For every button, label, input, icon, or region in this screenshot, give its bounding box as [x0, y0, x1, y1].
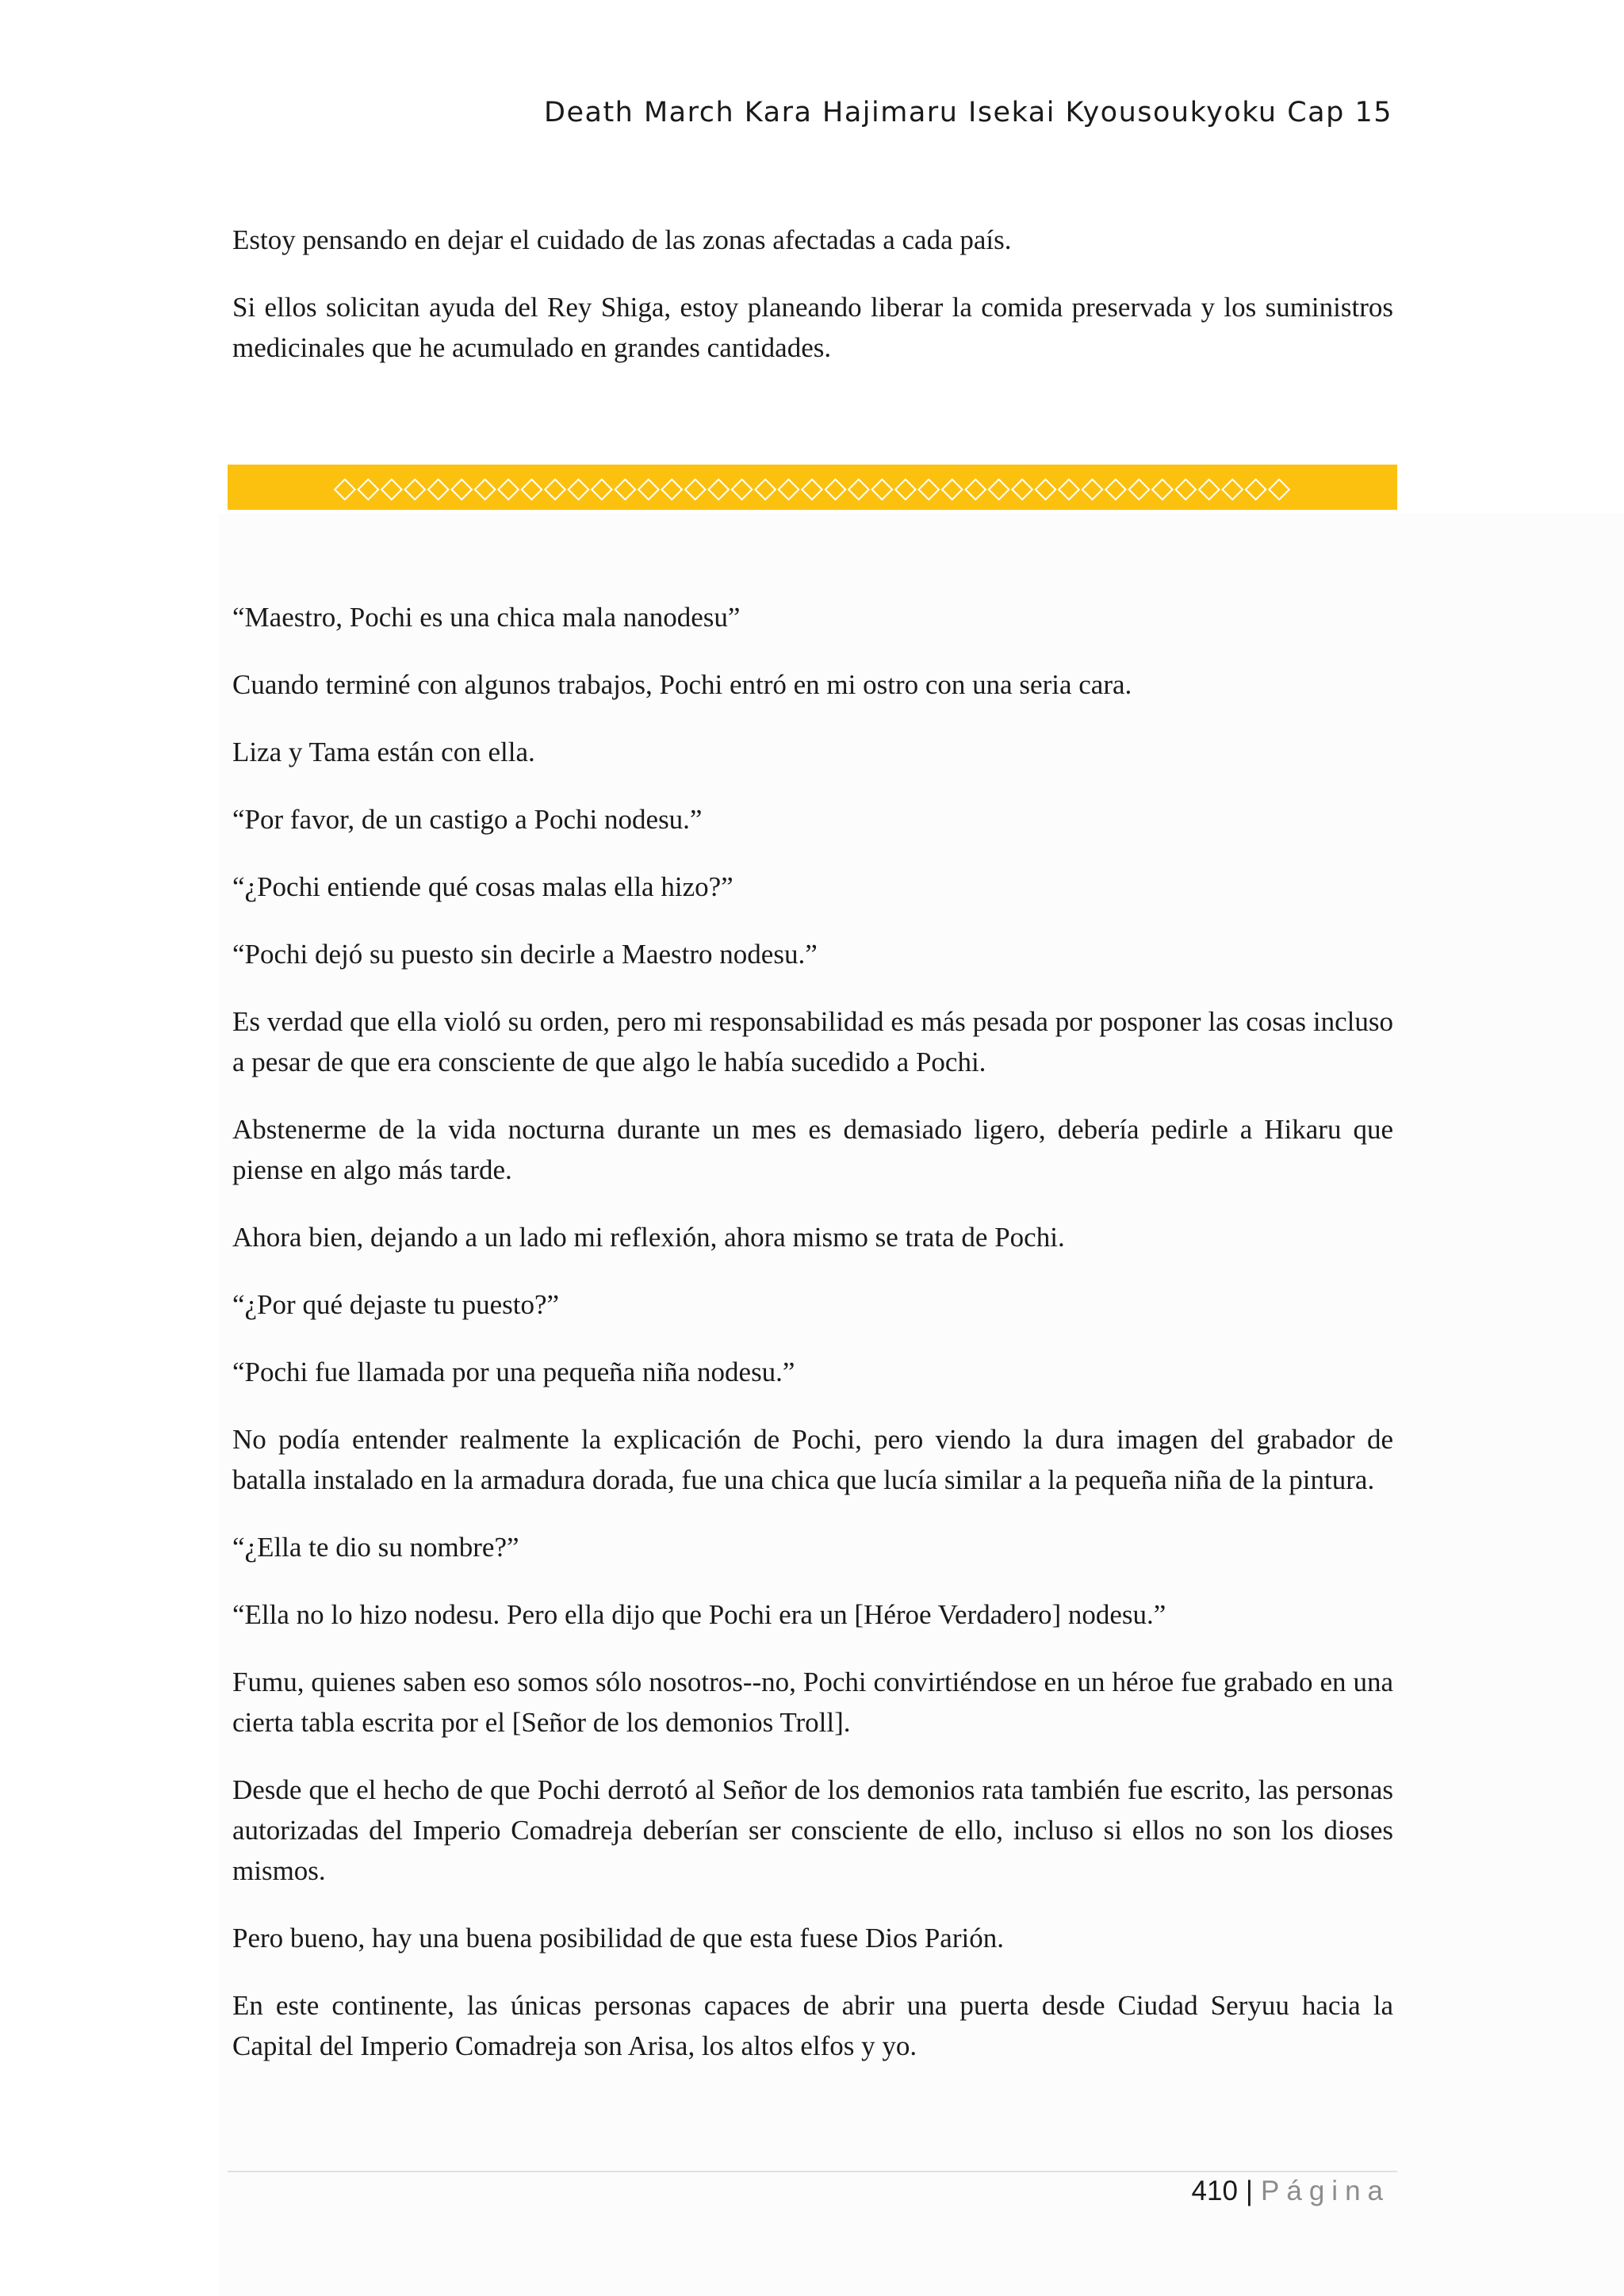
paragraph: “¿Por qué dejaste tu puesto?” [232, 1289, 560, 1320]
paragraph: “Por favor, de un castigo a Pochi nodesu.” [232, 804, 703, 835]
page-footer [1192, 2175, 1390, 2207]
running-header: Death March Kara Hajimaru Isekai Kyousoukyoku Cap 15 [544, 97, 1392, 128]
page-number: 410 [1191, 2175, 1238, 2206]
paragraph: Es verdad que ella violó su orden, pero mi responsabilidad es más pesada por posponer las cosas incluso a pesar de que era consciente de que algo le había sucedido a Pochi. [232, 1006, 1393, 1077]
paragraph: Ahora bien, dejando a un lado mi reflexión, ahora mismo se trata de Pochi. [232, 1222, 1065, 1253]
paragraph: “Ella no lo hizo nodesu. Pero ella dijo que Pochi era un [Héroe Verdadero] nodesu.” [232, 1599, 1166, 1630]
paragraph: Cuando terminé con algunos trabajos, Pochi entró en mi ostro con una seria cara. [232, 669, 1132, 700]
top-text-block [232, 220, 1393, 395]
main-text-block [232, 597, 1393, 2093]
paragraph: Si ellos solicitan ayuda del Rey Shiga, estoy planeando liberar la comida preservada y los suministros medicinales que he acumulado en grandes cantidades. [232, 292, 1393, 363]
page-label: Página [1261, 2175, 1390, 2206]
paragraph: Estoy pensando en dejar el cuidado de las zonas afectadas a cada país. [232, 224, 1012, 255]
paragraph: En este continente, las únicas personas capaces de abrir una puerta desde Ciudad Seryuu hacia la Capital del Imperio Comadreja son Arisa, los altos elfos y yo. [232, 1990, 1393, 2061]
paragraph: Liza y Tama están con ella. [232, 737, 535, 767]
paragraph: Abstenerme de la vida nocturna durante un mes es demasiado ligero, debería pedirle a Hikaru que piense en algo más tarde. [232, 1114, 1393, 1185]
paragraph: “¿Pochi entiende qué cosas malas ella hizo?” [232, 871, 733, 902]
diamond-separator-icons: ◇◇◇◇◇◇◇◇◇◇◇◇◇◇◇◇◇◇◇◇◇◇◇◇◇◇◇◇◇◇◇◇◇◇◇◇◇◇◇◇◇ [333, 470, 1292, 504]
paragraph: Pero bueno, hay una buena posibilidad de que esta fuese Dios Parión. [232, 1923, 1004, 1954]
paragraph: Fumu, quienes saben eso somos sólo nosotros--no, Pochi convirtiéndose en un héroe fue grabado en una cierta tabla escrita por el [Señor de los demonios Troll]. [232, 1667, 1393, 1738]
footer-separator: | [1245, 2175, 1254, 2206]
paragraph: “Pochi dejó su puesto sin decirle a Maestro nodesu.” [232, 939, 818, 970]
paragraph: “Pochi fue llamada por una pequeña niña nodesu.” [232, 1357, 795, 1387]
paragraph: Desde que el hecho de que Pochi derrotó al Señor de los demonios rata también fue escrito, las personas autorizadas del Imperio Comadreja deberían ser consciente de ello, incluso si ellos no son los dioses mismos. [232, 1774, 1393, 1886]
footer-divider [228, 2171, 1397, 2172]
paragraph: “¿Ella te dio su nombre?” [232, 1532, 519, 1563]
scene-separator-banner [228, 465, 1397, 510]
paragraph: No podía entender realmente la explicación de Pochi, pero viendo la dura imagen del grabador de batalla instalado en la armadura dorada, fue una chica que lucía similar a la pequeña niña de la pintura. [232, 1424, 1393, 1495]
paragraph: “Maestro, Pochi es una chica mala nanodesu” [232, 602, 741, 633]
